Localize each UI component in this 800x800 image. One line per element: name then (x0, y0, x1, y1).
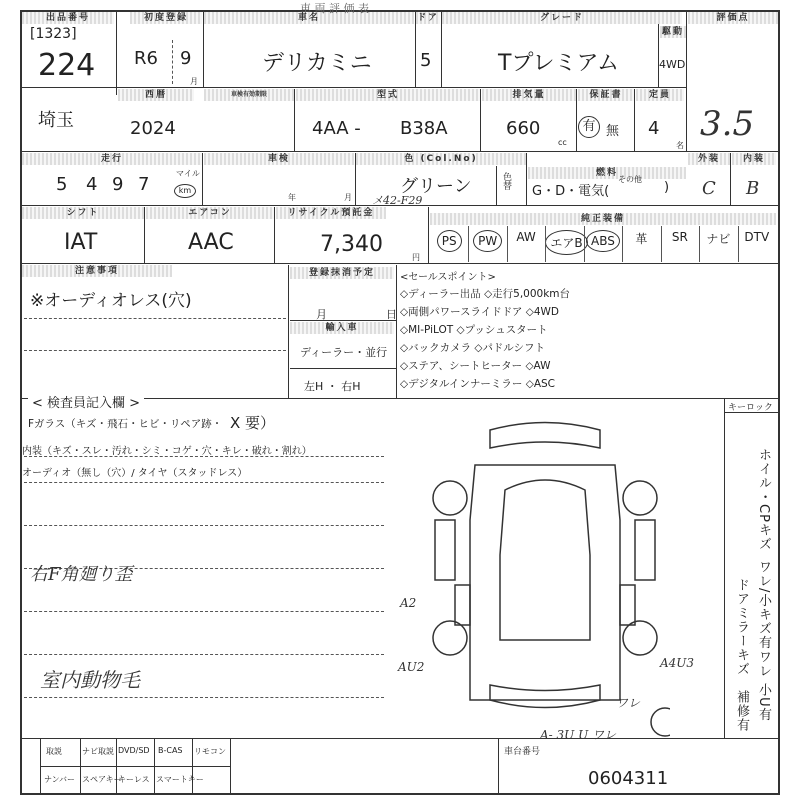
diagram-door-left (455, 585, 470, 625)
fuel-options: G・D・電気( (532, 184, 610, 199)
mark-a2: A2 (400, 596, 417, 610)
door-count: 5 (420, 50, 432, 71)
color-code: メ42-F29 (372, 194, 423, 207)
exterior-label: 外装 (688, 153, 730, 165)
region: 埼玉 (38, 110, 74, 131)
diagram-door-right (620, 585, 635, 625)
recycle-fee: 7,340 (320, 232, 383, 257)
interior-grade: B (746, 178, 760, 199)
diagram-spare (651, 708, 670, 736)
handle-value: 左H ・ 右H (304, 380, 361, 393)
diagram-wheel-fl (433, 481, 467, 515)
model-year: 2024 (130, 118, 176, 139)
equipment-item (545, 230, 583, 255)
model-prefix: 4AA - (312, 118, 361, 139)
grade-label: グレード (442, 12, 682, 24)
fuel-close: ) (664, 180, 670, 195)
recycle-unit: 円 (412, 253, 420, 262)
equipment-item (584, 230, 622, 252)
year-label: 西暦 (118, 89, 194, 101)
note-audio-less: ※オーディオレス(穴) (30, 291, 192, 311)
equipment-item (661, 230, 699, 244)
equipment-item (699, 230, 737, 247)
sales-point-4: ◇バックカメラ ◇パドルシフト (400, 342, 546, 354)
ac-label: エアコン (146, 207, 274, 219)
body-color: グリーン (400, 176, 472, 197)
chassis-label: 車台番号 (504, 747, 541, 757)
import-value: ディーラー・並行 (300, 346, 388, 359)
score-value: 3.5 (700, 104, 755, 144)
sales-point-5: ◇ステア、シートヒーター ◇AW (400, 360, 551, 372)
shift-value: IAT (64, 230, 98, 255)
warranty-label: 保証書 (578, 89, 634, 101)
footer-item-3: DVD/SD (118, 746, 150, 755)
interior-line: 内装（キズ・スレ・汚れ・シミ・コゲ・穴・キレ・破れ・割れ） (22, 446, 312, 457)
sales-point-2: ◇両側パワースライドドア ◇4WD (400, 306, 559, 318)
door-label: ドア (417, 13, 439, 23)
capacity-label: 定員 (636, 89, 684, 101)
shaken-year: 年 (288, 193, 296, 202)
reg-month: 9 (180, 48, 192, 69)
lot-number: 224 (38, 48, 96, 83)
mileage-unit-km: km (174, 184, 196, 198)
shift-label: シフト (22, 207, 144, 219)
shaken-month: 月 (344, 193, 352, 202)
sales-point-3: ◇MI-PiLOT ◇プッシュスタート (400, 324, 548, 336)
diagram-roof (500, 480, 590, 640)
recycle-label: リサイクル預託金 (276, 207, 386, 219)
reg-expiry-month: 月 (316, 308, 327, 321)
sales-point-1: ◇ディーラー出品 ◇走行5,000km台 (400, 288, 571, 300)
equipment-label: PW (473, 230, 502, 252)
audio-line: オーディオ（無し（穴）/ タイヤ（スタッドレス） (22, 468, 248, 479)
fuel-side-label: 色替 (501, 172, 511, 190)
mileage-label: 走行 (22, 153, 202, 165)
ac-value: AAC (188, 230, 234, 255)
displacement-unit: cc (558, 138, 567, 147)
shaken-label: 車検 (204, 153, 354, 165)
equipment-label: PS (437, 230, 462, 252)
car-damage-diagram (420, 410, 670, 740)
equipment-label: ABS (586, 230, 620, 252)
equipment-label: 純正装備 (430, 213, 776, 225)
glass-line-hand: X 要） (230, 414, 276, 432)
score-label: 評価点 (688, 12, 778, 24)
warranty-yes: 有 (578, 116, 600, 138)
footer-item-4: B-CAS (158, 746, 183, 755)
chassis-number: 0604311 (588, 768, 669, 789)
sheet-title: 車 両 評 価 表 (300, 2, 369, 15)
diagram-body (470, 465, 620, 700)
reg-expiry-day: 日 (386, 308, 397, 321)
drive-label: 駆動 (661, 27, 684, 37)
footer-item-2: ナビ取説 (82, 747, 114, 756)
displacement: 660 (506, 118, 541, 139)
diagram-rear-bumper (490, 685, 600, 708)
inspection-label: < 検査員記入欄 > (28, 392, 144, 411)
import-label: 輸入車 (290, 322, 394, 334)
reg-era: R6 (134, 48, 158, 69)
side-note-3: ドアミラーキズ (734, 578, 749, 676)
footer-item-8: キーレス (118, 775, 150, 784)
side-note-2: ワレ/小キズ有 (756, 560, 771, 650)
equipment-label: SR (671, 230, 688, 244)
sales-label: <セールスポイント> (400, 272, 496, 283)
diagram-wheel-fr (623, 481, 657, 515)
warranty-no: 無 (606, 124, 620, 139)
fuel-other: その他 (618, 175, 642, 184)
inspection-expiry-label: 車検有効期限 (204, 89, 294, 101)
car-name: デリカミニ (262, 51, 372, 76)
diagram-side-left (435, 520, 455, 580)
glass-line: Fガラス（キズ・飛石・ヒビ・リペア跡・ (28, 418, 223, 430)
reg-month-unit: 月 (190, 77, 198, 86)
mileage-digit-2: 4 (86, 174, 98, 195)
model-code: B38A (400, 118, 448, 139)
footer-item-5: リモコン (194, 747, 226, 756)
equipment-item (622, 230, 660, 247)
exterior-grade: C (702, 178, 716, 199)
grade-name: Tプレミアム (498, 51, 620, 76)
side-note-4: ワレ 小U有 (756, 650, 771, 722)
color-label: 色 (Col.No) (356, 153, 526, 165)
footer-item-9: スマートキー (156, 775, 204, 784)
mark-a4u3: A4U3 (660, 656, 695, 670)
fuel-label: 燃料 (528, 167, 686, 179)
capacity-unit: 名 (676, 141, 684, 150)
equipment-label: ナビ (706, 232, 731, 246)
equipment-label: エアB (545, 230, 587, 255)
equipment-label: DTV (744, 230, 770, 244)
diagram-front-bumper (490, 423, 600, 449)
handwritten-note-2: 室内動物毛 (40, 668, 140, 692)
equipment-label: 革 (635, 232, 648, 246)
lot-sub: [1323] (30, 26, 77, 42)
equipment-item (468, 230, 506, 252)
mileage-digit-3: 9 (112, 174, 124, 195)
diagram-side-right (635, 520, 655, 580)
notes-label: 注意事項 (22, 265, 172, 277)
drive-value: 4WD (659, 58, 686, 71)
mileage-digit-4: 7 (138, 174, 150, 195)
mark-ware: ワレ (616, 696, 641, 710)
model-label: 型式 (296, 89, 480, 101)
equipment-item (507, 230, 545, 244)
footer-item-7: スペアキー (82, 775, 122, 784)
mileage-digit-1: 5 (56, 174, 68, 195)
cc-label: 排気量 (482, 89, 576, 101)
handwritten-note-1: 右F角廻り歪 (30, 564, 133, 585)
side-note-5: 補修有 (734, 690, 749, 732)
mark-rear: A- 3U U ワレ (540, 728, 617, 742)
reg-expiry-label: 登録抹消予定 (290, 267, 394, 279)
mileage-unit-mile: マイル (176, 169, 200, 178)
side-note-1: ホイル・CPキズ (756, 448, 771, 551)
interior-label: 内装 (732, 153, 776, 165)
sales-point-6: ◇デジタルインナーミラー ◇ASC (400, 378, 556, 390)
equipment-item (738, 230, 776, 244)
equipment-item (430, 230, 468, 252)
name-label: 車名 (204, 12, 414, 24)
mark-au2: AU2 (398, 660, 425, 674)
lot-label: 出品番号 (22, 12, 114, 24)
reg-label: 初度登録 (130, 12, 202, 24)
capacity: 4 (648, 118, 660, 139)
equipment-label: AW (516, 230, 536, 244)
keylock-label: キーロック (728, 403, 773, 413)
footer-item-1: 取説 (46, 747, 62, 756)
diagram-wheel-rr (623, 621, 657, 655)
footer-item-6: ナンバー (44, 775, 76, 784)
diagram-wheel-rl (433, 621, 467, 655)
